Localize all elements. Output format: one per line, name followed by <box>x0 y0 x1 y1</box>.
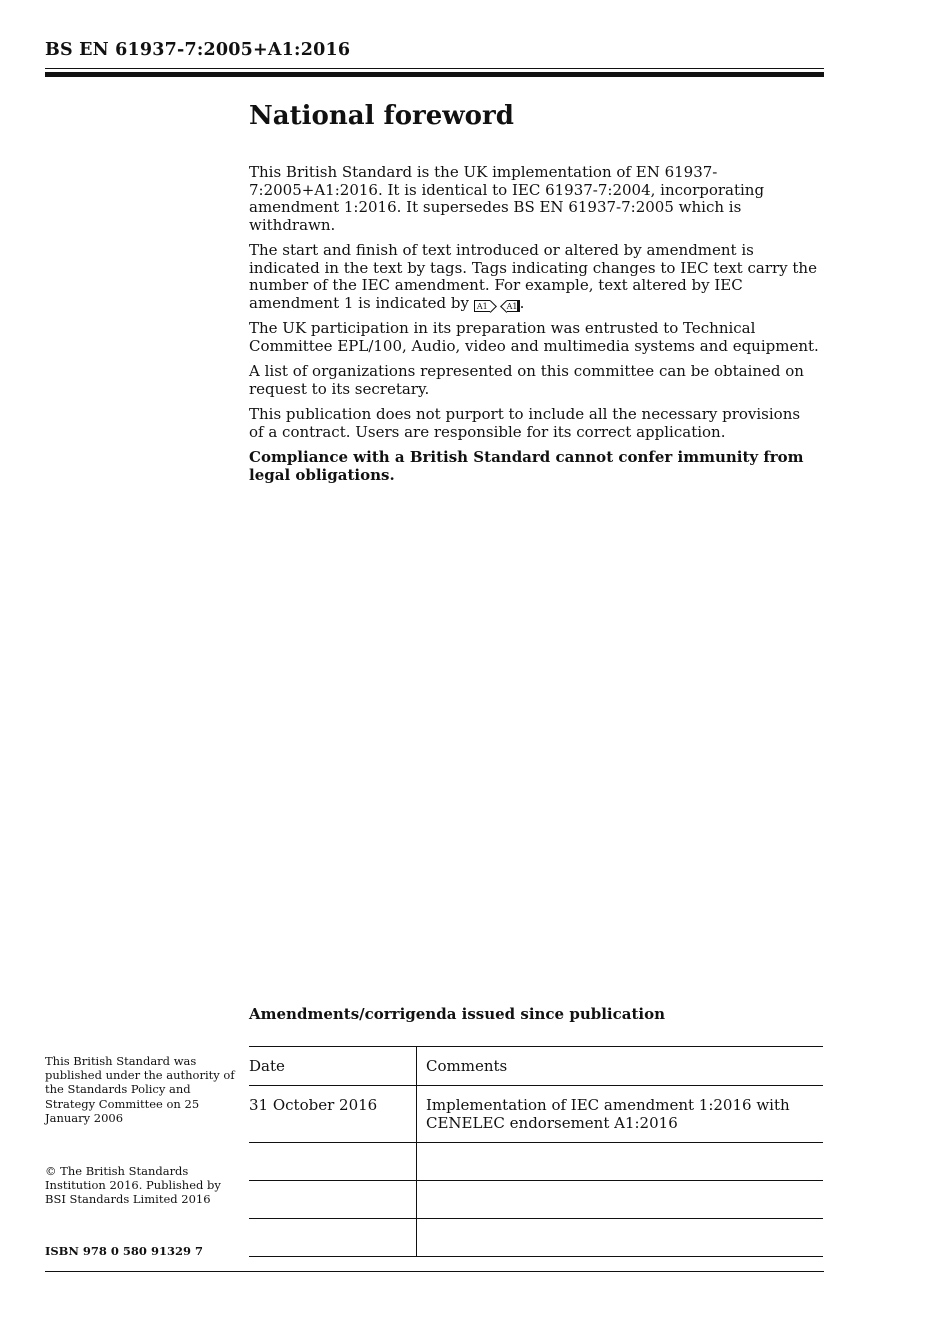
amendment-comments: Implementation of IEC amendment 1:2016 with CENELEC endorsement A1:2016 <box>417 1086 824 1143</box>
standard-id: BS EN 61937-7:2005+A1:2016 <box>45 40 351 60</box>
page-title: National foreword <box>249 101 514 131</box>
empty-date-cell <box>249 1181 417 1219</box>
amendment-end-tag-icon: A1 <box>507 300 520 312</box>
table-row-empty <box>249 1219 823 1257</box>
paragraph-compliance: Compliance with a British Standard cannot confer immunity from legal obligations. <box>249 448 804 484</box>
table-row <box>249 1086 823 1143</box>
paragraph-implementation: This British Standard is the UK implementation of EN 61937-7:2005+A1:2016. It is identical to IEC 61937-7:2004, incorporating amendment 1:2016. It supersedes BS EN 61937-7:2005 which is withdrawn. <box>249 163 765 234</box>
paragraph-organizations: A list of organizations represented on this committee can be obtained on request to its secretary. <box>249 362 804 398</box>
amendment-start-tag-icon: A1 <box>474 300 490 312</box>
paragraph-amendment-tags-end: . <box>519 293 525 312</box>
foreword-body <box>249 164 819 492</box>
authority-note: This British Standard was published under the authority of the Standards Policy and Strategy Committee on 25 January 2006 <box>45 1054 235 1125</box>
empty-comments-cell <box>417 1219 824 1257</box>
footer-rule <box>45 1271 824 1272</box>
header-rule-thin <box>45 68 824 69</box>
empty-comments-cell <box>417 1181 824 1219</box>
column-header-comments: Comments <box>417 1047 824 1086</box>
amendments-table <box>249 1046 823 1257</box>
paragraph-contract: This publication does not purport to include all the necessary provisions of a contract. Users are responsible for its correct application. <box>249 405 801 441</box>
paragraph-amendment-tags-text: The start and finish of text introduced or altered by amendment is indicated in the text by tags. Tags indicating changes to IEC text carry the number of the IEC amendment. For example, text altered by IEC amendment 1 is indicated by <box>249 241 817 312</box>
amendments-heading: Amendments/corrigenda issued since publication <box>249 1005 665 1023</box>
paragraph-committee: The UK participation in its preparation was entrusted to Technical Committee EPL/100, Audio, video and multimedia systems and equipment. <box>249 319 819 355</box>
header-rule-thick <box>45 72 824 77</box>
empty-date-cell <box>249 1219 417 1257</box>
empty-comments-cell <box>417 1143 824 1181</box>
table-row-empty <box>249 1143 823 1181</box>
empty-date-cell <box>249 1143 417 1181</box>
isbn: ISBN 978 0 580 91329 7 <box>45 1244 203 1258</box>
amendment-date: 31 October 2016 <box>249 1086 417 1143</box>
paragraph-amendment-tags <box>249 242 819 312</box>
column-header-date: Date <box>249 1047 417 1086</box>
copyright-note: © The British Standards Institution 2016. Published by BSI Standards Limited 2016 <box>45 1164 221 1207</box>
table-header-row <box>249 1047 823 1086</box>
table-row-empty <box>249 1181 823 1219</box>
